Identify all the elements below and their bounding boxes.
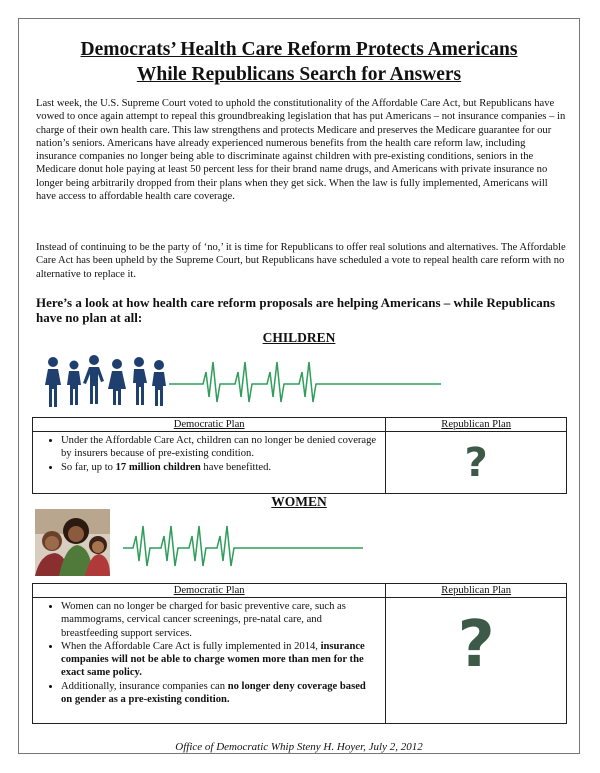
children-bullet-2: • So far, up to 17 million children have benefitted.: [61, 461, 385, 474]
women-republican-plan-header: Republican Plan: [386, 584, 567, 598]
children-ekg-line: [169, 357, 441, 407]
page-title-line-2: While Republicans Search for Answers: [136, 64, 462, 85]
women-republican-plan-cell: [386, 598, 567, 724]
question-mark-icon: ?: [464, 440, 488, 486]
children-democratic-plan-cell: [33, 432, 386, 494]
intro-paragraph-1: Last week, the U.S. Supreme Court voted to uphold the constitutionality of the Affordable Care Act, but Republicans have vowed to once again attempt to repeal this groundbreaking legislation that has put Americans – not insurance companies – in charge of their own health care. This law strengthens and protects Medicare and preserves the Medicare guarantee for our nation’s seniors. Americans have already experienced numerous benefits from the health care reform law, including insurance companies no longer being able to discriminate against children with pre-existing conditions, seniors in the Medicare donut hole paying at least 50 percent less for their brand name drugs, and Americans with private insurance no longer being arbitrarily dropped from their plans when they get sick. When the law is fully implemented, Americans will have access to affordable health care coverage.: [36, 98, 566, 203]
women-bullet-2: • When the Affordable Care Act is fully implemented in 2014, insurance companies will not be able to charge women more than men for the exact same policy.: [61, 640, 385, 680]
intro-paragraph-2: Instead of continuing to be the party of ‘no,’ it is time for Republicans to offer real solutions and alternatives. The Affordable Care Act has been upheld by the Supreme Court, but Republicans have scheduled a vote to repeal health care reform with no alternative to replace it.: [36, 242, 566, 280]
page-title-line-1: Democrats’ Health Care Reform Protects Americans: [80, 39, 518, 60]
women-plan-table: [32, 583, 567, 724]
children-plan-table: [32, 417, 567, 494]
women-photo: [35, 509, 110, 576]
children-heading: CHILDREN: [262, 330, 336, 345]
women-heading: WOMEN: [271, 494, 327, 509]
footer-attribution: Office of Democratic Whip Steny H. Hoyer, July 2, 2012: [175, 741, 423, 753]
lead-heading: Here’s a look at how health care reform proposals are helping Americans – while Republicans have no plan at all:: [36, 295, 556, 325]
children-republican-plan-header: Republican Plan: [386, 418, 567, 432]
women-bullet-1: • Women can no longer be charged for basic preventive care, such as mammograms, cervical cancer screenings, pre-natal care, and breastfeeding support services.: [61, 600, 385, 640]
women-bullet-3: • Additionally, insurance companies can no longer deny coverage based on gender as a pre-existing condition.: [61, 680, 385, 707]
question-mark-icon: ?: [457, 608, 495, 682]
children-republican-plan-cell: [386, 432, 567, 494]
document-page: [18, 18, 580, 754]
children-silhouettes-image: [41, 352, 171, 414]
children-bullet-1: • Under the Affordable Care Act, children can no longer be denied coverage by insurers because of pre-existing condition.: [61, 434, 385, 461]
women-ekg-line: [123, 521, 363, 571]
children-democratic-plan-header: Democratic Plan: [33, 418, 386, 432]
women-democratic-plan-cell: [33, 598, 386, 724]
women-democratic-plan-header: Democratic Plan: [33, 584, 386, 598]
